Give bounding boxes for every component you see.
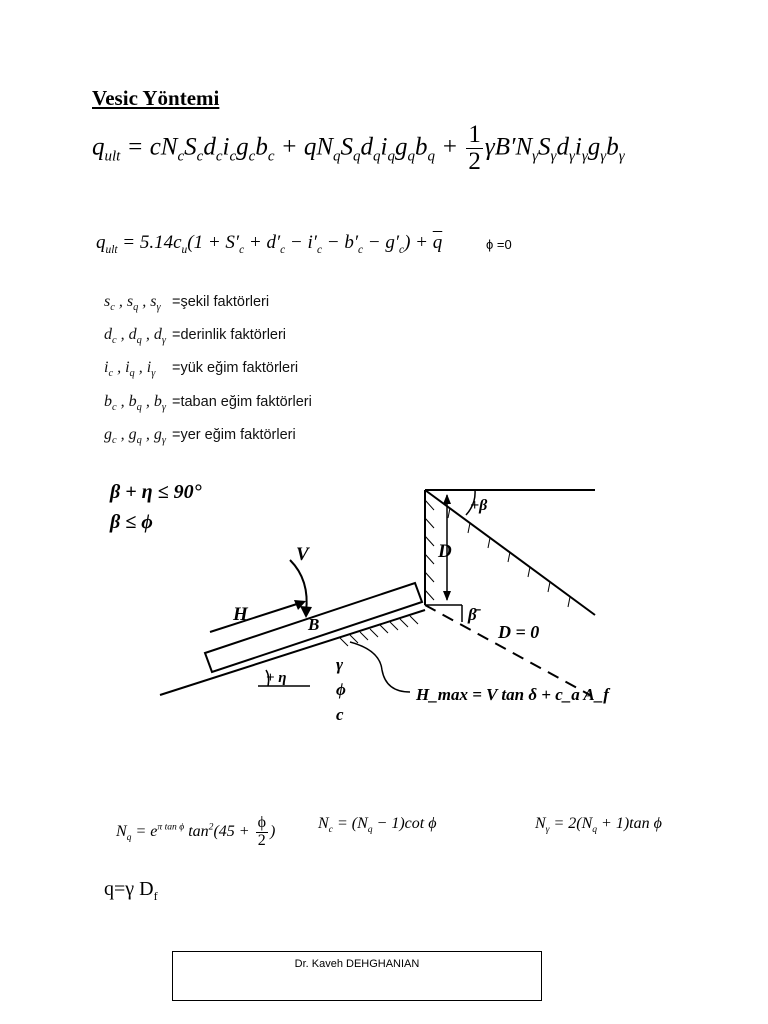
page-title: Vesic Yöntemi xyxy=(92,86,220,110)
foundation-diagram xyxy=(110,470,620,740)
list-item: $d_c$ , $d_q$ , $d_\gamma$ =derinlik faktörleri xyxy=(104,326,287,347)
Ngamma-formula: $N_\gamma = 2(N_q + 1)\tan$ ϕ xyxy=(535,815,662,836)
B-label: B xyxy=(308,615,320,634)
bearing-capacity-equation: $q_{ult} = cN_cS_cd_ci_cg_cb_c + qN_qS_qd_qi_qg_qb_q$ + $\frac{1}{2}$ $\gamma B'N_\gamma S_\gamma d_\gamma i_\gamma g_\gamma b_\gamma$ xyxy=(92,121,625,176)
beta-bar-label: β̄ xyxy=(468,605,477,624)
list-item: $b_c$ , $b_q$ , $b_\gamma$ =taban eğim faktörleri xyxy=(104,392,312,413)
phi-zero-note: ϕ =0 xyxy=(486,237,512,252)
D0-label: D = 0 xyxy=(498,622,540,642)
condition-beta-phi: β ≤ ϕ xyxy=(110,511,153,533)
list-item: $i_c$ , $i_q$ , $i_\gamma$ =yük eğim faktörleri xyxy=(104,359,299,380)
list-item: $s_c$ , $s_q$ , $s_\gamma$ =şekil faktörleri xyxy=(104,293,270,314)
Nq-formula: $N_q = e^{\pi tan \phi}$ $\tan^2(45$ + $\frac{\phi}{2}$ ) xyxy=(116,814,276,849)
factor-list xyxy=(104,288,312,454)
undrained-equation: $q_{ult} = 5.14c_u(1 + S'_c + d'_c - i'_c - b'_c - g'_c) + \overline{q}$ xyxy=(96,232,443,256)
H-label: H xyxy=(233,604,248,625)
c-label: c xyxy=(336,705,344,724)
D-label: D xyxy=(438,541,452,562)
author-name: Dr. Kaveh DEHGHANIAN xyxy=(294,958,420,970)
gamma-label: γ xyxy=(336,655,344,674)
list-item: $g_c$ , $g_q$ , $g_\gamma =yer$ eğim faktörleri xyxy=(104,425,296,446)
q-equation: q=γ $D_f$ xyxy=(104,878,158,903)
footer-box xyxy=(172,951,542,1001)
Nc-formula: $N_c = (N_q - 1)\cot$ ϕ xyxy=(318,815,437,836)
Hmax-label: H_max = V tan δ + c_a A_f xyxy=(416,685,609,704)
phi-label: ϕ xyxy=(336,680,346,699)
beta-top-label: +β xyxy=(470,497,488,514)
condition-beta-eta: β + η ≤ 90° xyxy=(110,481,202,503)
V-label: V xyxy=(296,544,309,565)
eta-label: + η xyxy=(266,670,287,686)
